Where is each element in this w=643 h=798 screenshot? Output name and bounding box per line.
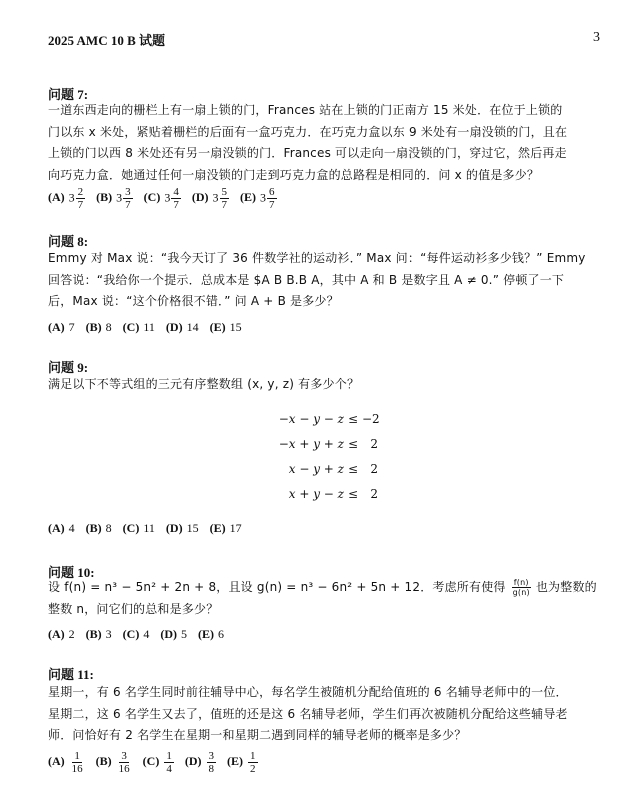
problem-10-line: 设 f(n) = n³ − 5n² + 2n + 8，且设 g(n) = n³ − 6n² + 5n + 12．考虑所有使得 $\frac{f(n)}{g(n)}$ 也为整数的	[48, 578, 597, 597]
problem-8-line: Emmy 对 Max 说：“我今天订了 36 件数学社的运动衫．” Max 问：“每件运动衫多少钱？” Emmy	[48, 251, 586, 265]
problem-11-line: 师．问恰好有 2 名学生在星期一和星期二遇到同样的辅导老师的概率是多少？	[48, 728, 467, 743]
choice-d: (D) 5	[160, 626, 188, 641]
choice-b: (B) 3 $\frac{3}{7}$	[96, 186, 131, 211]
problem-7-text	[48, 100, 600, 186]
choice-c: (C) 11	[122, 319, 155, 334]
problem-9-text	[48, 374, 600, 396]
problem-11-text	[48, 682, 600, 747]
problem-10-text	[48, 577, 600, 620]
page-number: 3	[593, 30, 600, 45]
choice-d: (D) 15	[165, 520, 199, 535]
choice-c: (C) 3 $\frac{4}{7}$	[143, 186, 179, 211]
problem-11-line: 星期一，有 6 名学生同时前往辅导中心，每名学生被随机分配给值班的 6 名辅导老师中的一位．	[48, 685, 568, 699]
choice-a: (A) 3 $\frac{2}{7}$	[48, 186, 84, 211]
exam-title: 2025 AMC 10 B 试题	[48, 33, 166, 48]
problem-9-line: 满足以下不等式组的三元有序整数组 (x, y, z) 有多少个？	[48, 377, 360, 391]
choice-d: (D) 14	[165, 319, 199, 334]
choice-b: (B) 8	[85, 319, 112, 334]
choice-c: (C) $\frac{1}{4}$	[142, 750, 172, 775]
problem-10-line: 整数 n，问它们的总和是多少？	[48, 601, 219, 616]
problem-8-choices	[48, 319, 250, 335]
choice-b: (B) $\frac{3}{16}$	[95, 750, 130, 775]
exam-page: 2025 AMC 10 B 试题 3 问题 7: 一道东西走向的栅栏上有一扇上锁的门，Frances 站在上锁的门正南方 15 米处．在位于上锁的 门以东 x 米处，紧贴着栅栏的后面有一盒巧克力．在巧克力盒以东 9 米处有一扇没锁的门，且在 上锁的门以西 8 米处还有另一扇没锁的门．Frances 可以走向一扇没锁的门，穿过它，然后再走 向巧克力盒．她通过任何一扇没锁的门走到巧克力盒的总路程是相同的．问 x 的值是多少？ (A) 3 $\frac{2}{7}$ (B) 3 $\frac{3}{7}$ (C) 3 $\frac{4}{7}$ (D) 3 $\frac{5}{7}$ (E) 3 $\frac{6}{7}$ 问题 8: Emmy 对 Max 说：“我今天订了 36 件数学社的运动衫．” Max 问：“每件运动衫多少钱？” Emmy 回答说：“我给你一个提示．总成本是 $A B B.B A，其中 A 和 B 是数字且 A ≠ 0.” 停顿了一下 后，Max 说：“这个价格很不错．” 问 A + B 是多少？ (A) 7 (B) 8 (C) 11 (D) 14 (E) 15 问题 9: 满足以下不等式组的三元有序整数组 (x, y, z) 有多少个？ −x − y − z ≤ −2 −x + y + z ≤ 2 x − y + z ≤ 2 x + y − z ≤ 2 (A) 4 (B) 8 (C) 11 (D) 15 (E) 17 问题 10: 设 f(n) = n³ − 5n² + 2n + 8，且设 g(n) = n³ − 6n² + 5n + 12．考虑所有使得 $\frac{f(n)}{g(n)}$ 也为整数的 整数 n，问它们的总和是多少？ (A) 2 (B) 3 (C) 4 (D) 5 (E) 6 问题 11: 星期一，有 6 名学生同时前往辅导中心，每名学生被随机分配给值班的 6 名辅导老师中的一位． 星期二，这 6 名学生又去了，值班的还是这 6 名辅导老师，学生们再次被随机分配给这些辅导老 师．问恰好有 2 名学生在星期一和星期二遇到同样的辅导老师的概率是多少？ (A) $\frac{1}{16}$ (B) $\frac{3}{16}$ (C) $\frac{1}{4}$ (D) $\frac{3}{8}$ (E) $\frac{1}{2}$	[48, 30, 600, 775]
problem-7-line: 门以东 x 米处，紧贴着栅栏的后面有一盒巧克力．在巧克力盒以东 9 米处有一扇没锁的门，且在	[48, 124, 568, 139]
problem-8-line: 回答说：“我给你一个提示．总成本是 $A B B.B A，其中 A 和 B 是数字且 A ≠ 0.” 停顿了一下	[48, 272, 565, 287]
choice-a: (A) 7	[48, 319, 75, 334]
problem-7-title: 问题 7:	[48, 87, 89, 102]
choice-b: (B) 3	[85, 626, 112, 641]
choice-a: (A) 4	[48, 520, 75, 535]
page-header	[48, 30, 600, 50]
problem-8-title: 问题 8:	[48, 234, 89, 249]
fraction-f-over-g: $\frac{f(n)}{g(n)}$	[512, 578, 530, 597]
problem-7-line: 一道东西走向的栅栏上有一扇上锁的门，Frances 站在上锁的门正南方 15 米处．在位于上锁的	[48, 103, 563, 117]
problem-9-title: 问题 9:	[48, 360, 89, 375]
problem-11-line: 星期二，这 6 名学生又去了，值班的还是这 6 名辅导老师，学生们再次被随机分配给这些辅导老	[48, 706, 568, 721]
choice-e: (E) 17	[209, 520, 242, 535]
problem-8-text	[48, 248, 600, 313]
choice-d: (D) $\frac{3}{8}$	[184, 750, 215, 775]
problem-8-line: 后，Max 说：“这个价格很不错．” 问 A + B 是多少？	[48, 294, 339, 309]
problem-9-choices	[48, 520, 250, 536]
choice-b: (B) 8	[85, 520, 112, 535]
choice-c: (C) 4	[122, 626, 150, 641]
choice-e: (E) 3 $\frac{6}{7}$	[240, 186, 275, 211]
problem-7-line: 向巧克力盒．她通过任何一扇没锁的门走到巧克力盒的总路程是相同的．问 x 的值是多少？	[48, 167, 540, 182]
problem-10-choices	[48, 626, 232, 642]
choice-e: (E) 6	[198, 626, 225, 641]
choice-a: (A) 2	[48, 626, 75, 641]
problem-7-line: 上锁的门以西 8 米处还有另一扇没锁的门．Frances 可以走向一扇没锁的门，穿过它，然后再走	[48, 146, 567, 161]
problem-10-title: 问题 10:	[48, 565, 95, 580]
choice-d: (D) 3 $\frac{5}{7}$	[191, 186, 228, 211]
choice-e: (E) 15	[209, 319, 242, 334]
problem-11-choices	[48, 750, 266, 775]
problem-7-choices	[48, 186, 285, 211]
choice-e: (E) $\frac{1}{2}$	[227, 750, 256, 775]
choice-a: (A) $\frac{1}{16}$	[48, 750, 83, 775]
choice-c: (C) 11	[122, 520, 155, 535]
problem-11-title: 问题 11:	[48, 667, 94, 682]
